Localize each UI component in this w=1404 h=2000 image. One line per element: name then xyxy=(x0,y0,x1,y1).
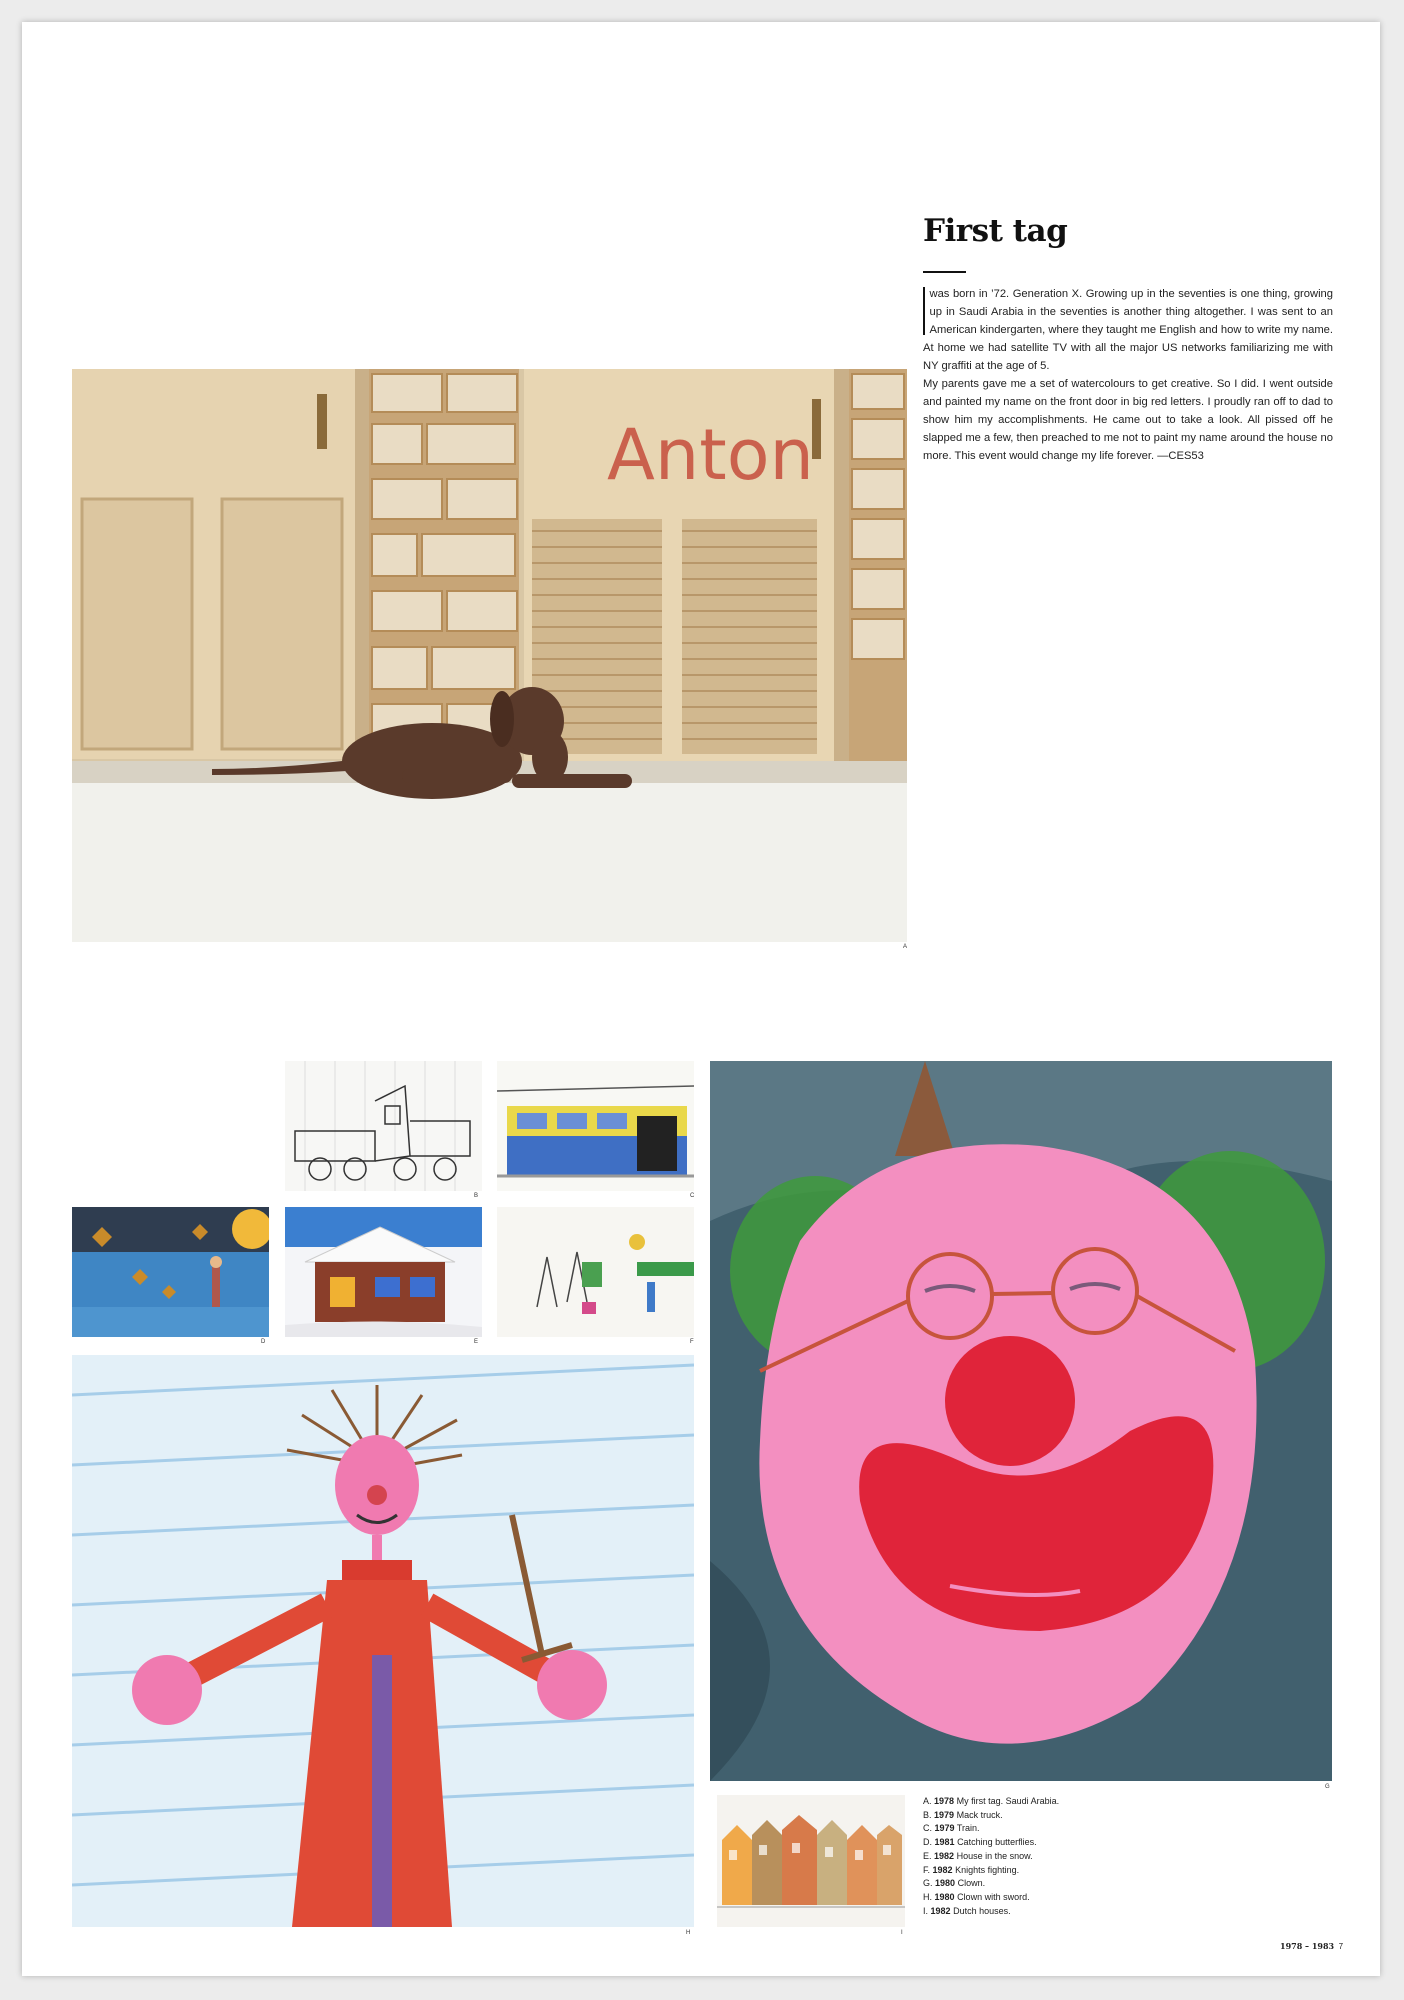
figure-e-label: E xyxy=(474,1339,479,1345)
article-paragraph-2: My parents gave me a set of watercolours to get creative. So I did. I went outside and painted my name on the front door in big red letters. I proudly ran off to dad to show him my accomplishments. He came out to take a look. All pissed off he slapped me a few, then preached to me not to paint my name around the house no more. This event would change my life forever. —CES53 xyxy=(923,378,1333,462)
figure-c-label: C xyxy=(690,1193,695,1199)
figure-i-label: I xyxy=(901,1930,903,1936)
figure-captions xyxy=(923,1795,1059,1918)
figure-f-drawing xyxy=(497,1207,694,1337)
caption-a: A. 1978 My first tag. Saudi Arabia. xyxy=(923,1796,1060,1806)
figure-a-label: A xyxy=(903,944,908,950)
caption-i: I. 1982 Dutch houses. xyxy=(923,1905,1011,1916)
figure-g-drawing xyxy=(710,1061,1332,1781)
folio-years: 1978 – 1983 xyxy=(1280,1941,1335,1951)
caption-f: F. 1982 Knights fighting. xyxy=(923,1864,1020,1875)
figure-b-drawing xyxy=(285,1061,482,1191)
title-rule xyxy=(923,271,966,273)
figure-c-drawing xyxy=(497,1061,694,1191)
article-body xyxy=(923,285,1333,465)
article-paragraph-1: was born in ’72. Generation X. Growing up in the seventies is one thing, growing up in Saudi Arabia in the seventies is another thing altogether. I was sent to an American kindergarten, where they taught me English and how to write my name. At home we had satellite TV with all the major US networks familiarizing me with NY graffiti at the age of 5. xyxy=(923,288,1333,372)
figure-d-label: D xyxy=(261,1339,266,1345)
caption-e: E. 1982 House in the snow. xyxy=(923,1850,1033,1861)
graffiti-tag: Anton xyxy=(607,414,814,496)
figure-b-label: B xyxy=(474,1193,479,1199)
figure-e-drawing xyxy=(285,1207,482,1337)
initial-i-bar xyxy=(923,287,925,335)
caption-d: D. 1981 Catching butterflies. xyxy=(923,1837,1037,1848)
article-title: First tag xyxy=(923,213,1068,249)
figure-g-label: G xyxy=(1325,1784,1330,1790)
figure-d-drawing xyxy=(72,1207,269,1337)
figure-a-photo xyxy=(72,369,907,942)
figure-h-label: H xyxy=(686,1930,691,1936)
page-number: 7 xyxy=(1338,1942,1344,1951)
caption-c: C. 1979 Train. xyxy=(923,1823,980,1834)
figure-i-drawing xyxy=(717,1795,905,1927)
page-folio xyxy=(1280,1941,1343,1951)
figure-f-label: F xyxy=(690,1339,694,1345)
caption-h: H. 1980 Clown with sword. xyxy=(923,1891,1030,1902)
caption-g: G. 1980 Clown. xyxy=(923,1878,986,1889)
caption-b: B. 1979 Mack truck. xyxy=(923,1809,1003,1820)
figure-h-drawing xyxy=(72,1355,694,1927)
